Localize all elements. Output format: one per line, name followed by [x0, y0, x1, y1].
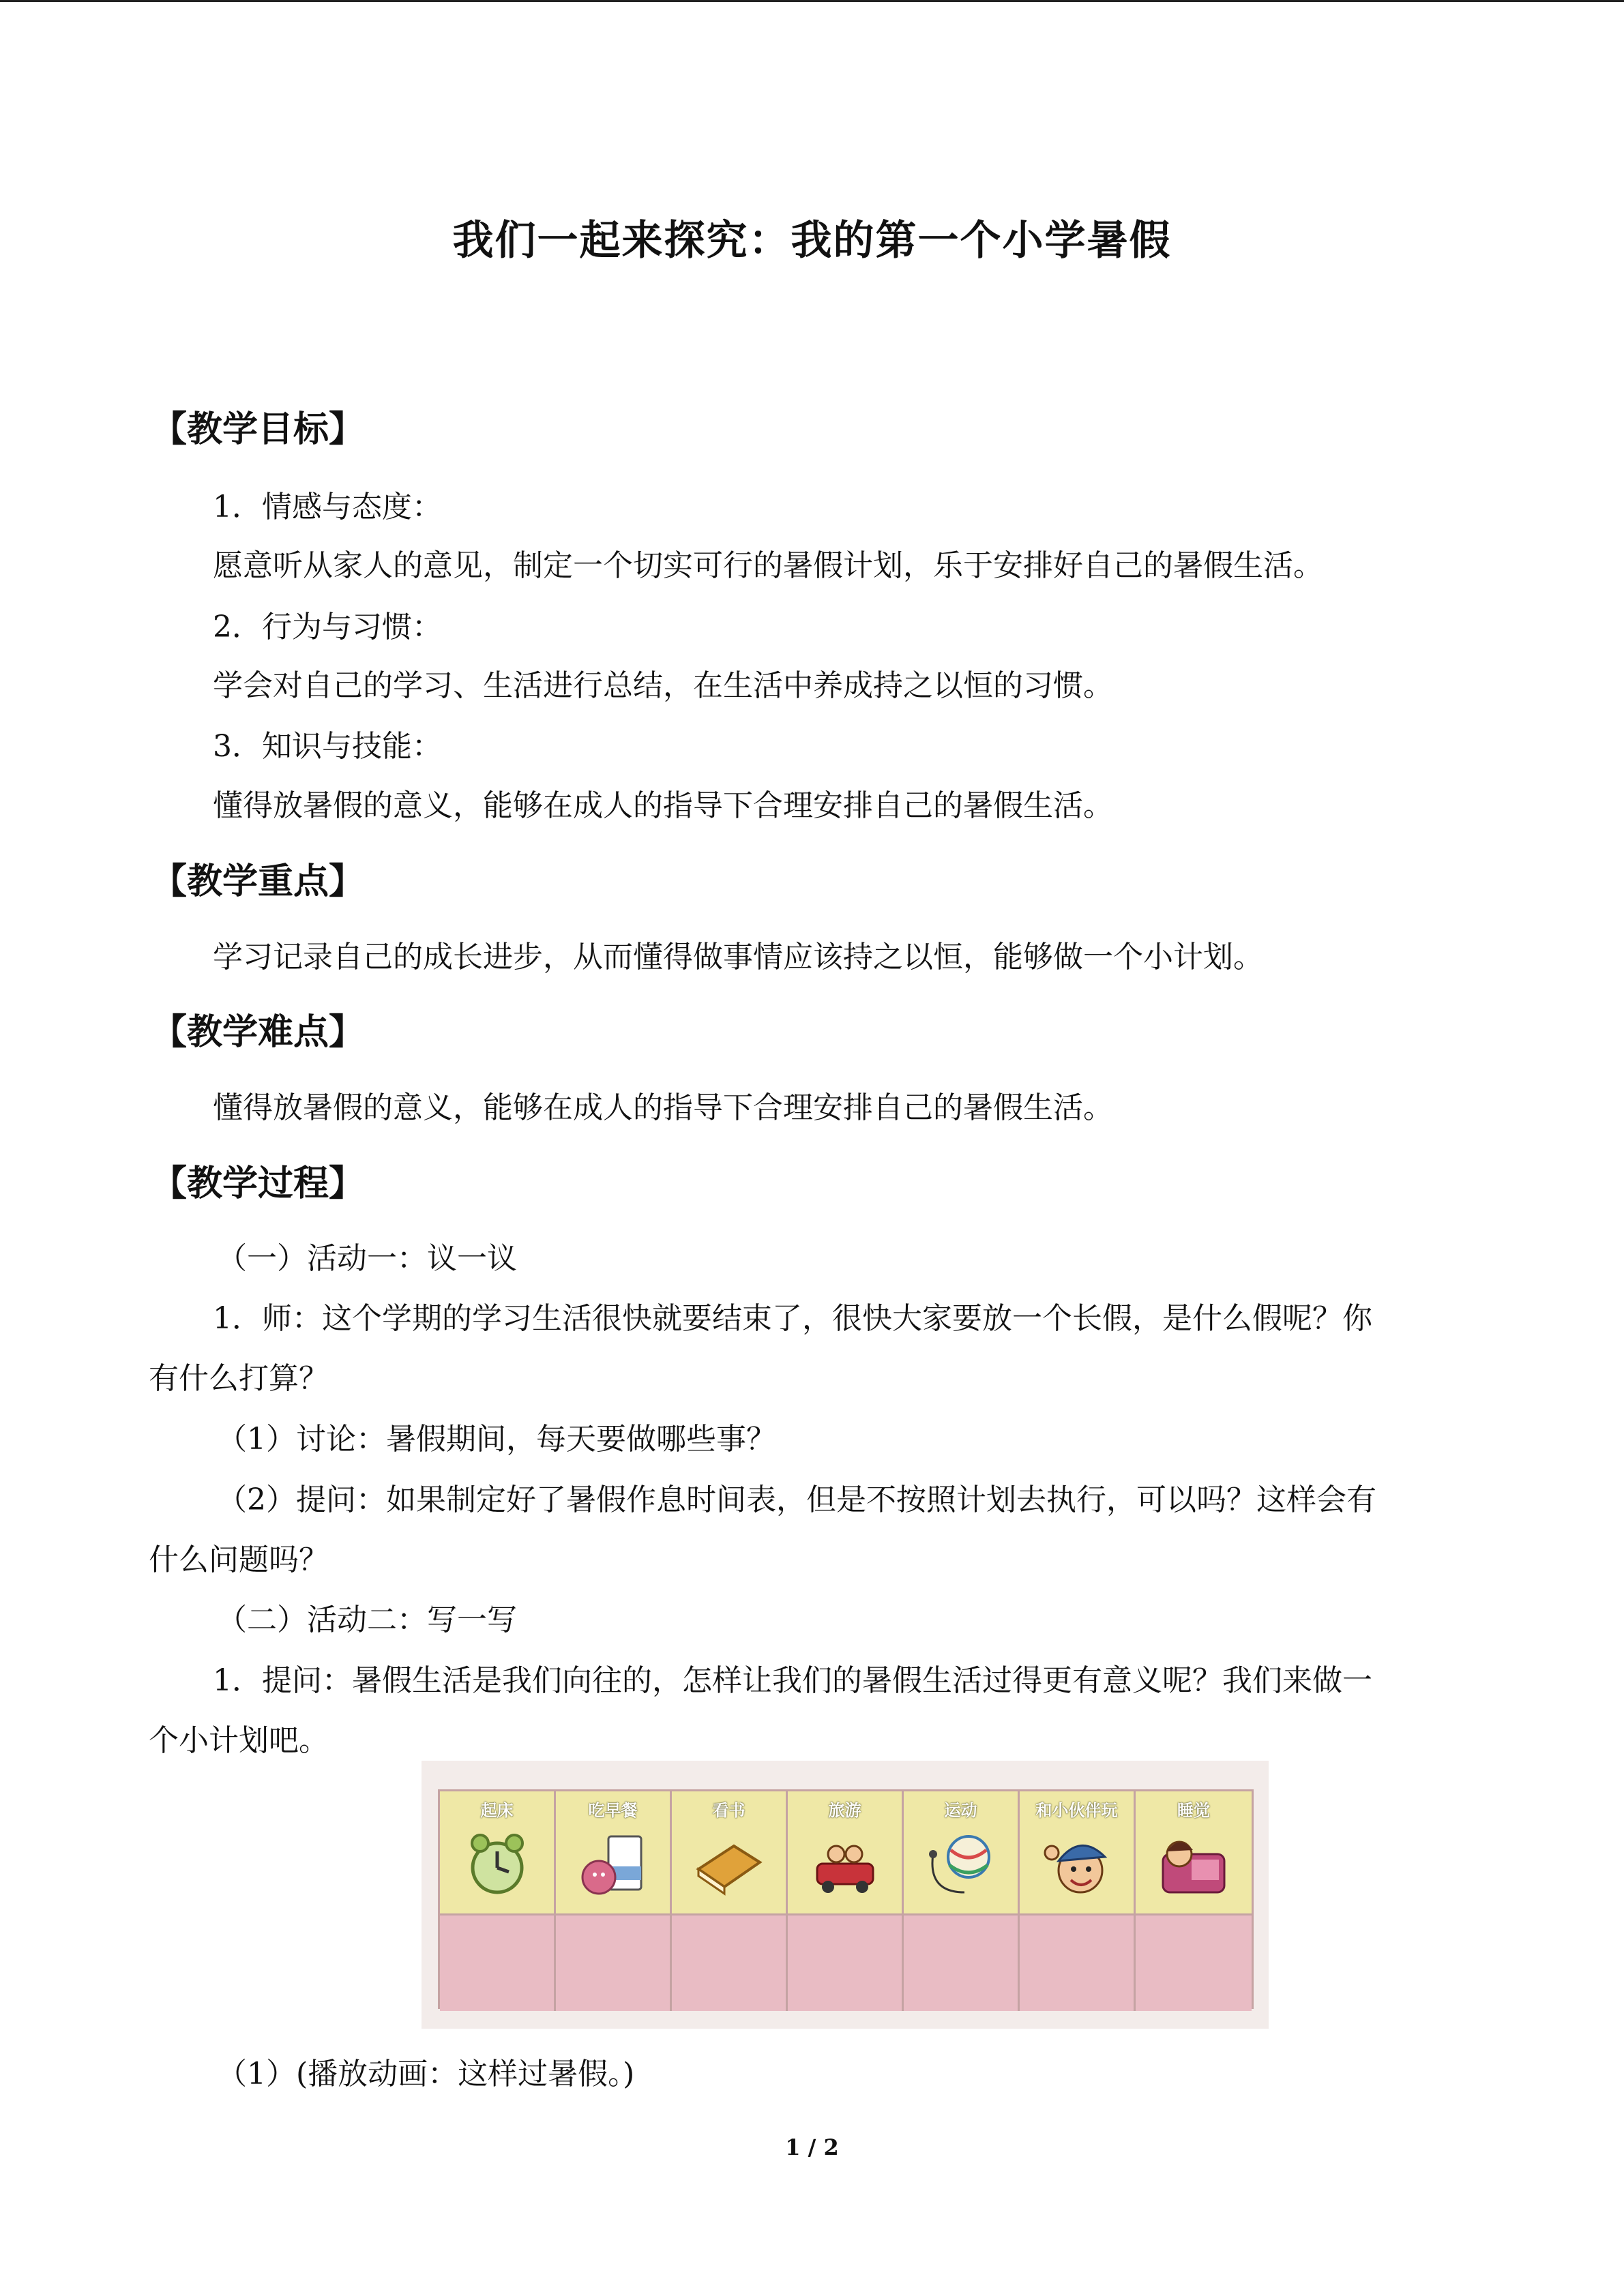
schedule-column-breakfast — [556, 1791, 672, 1915]
schedule-column-travel — [788, 1791, 904, 1915]
key-points-text: 学习记录自己的成长进步，从而懂得做事情应该持之以恒，能够做一个小计划。 — [213, 940, 1263, 974]
summer-schedule-image — [422, 1761, 1269, 2029]
column-label: 旅游 — [828, 1801, 861, 1820]
sleeping-girl-icon — [1156, 1827, 1231, 1902]
schedule-column-wake-up — [440, 1791, 556, 1915]
goal1-label: 1．情感与态度： — [213, 490, 442, 524]
heading-key-points: 【教学重点】 — [151, 861, 365, 902]
goal2-label: 2．行为与习惯： — [213, 610, 442, 644]
schedule-cell-empty — [672, 1915, 788, 2011]
question1: （1）讨论：暑假期间，每天要做哪些事？ — [217, 1422, 776, 1457]
difficulties-text: 懂得放暑假的意义，能够在成人的指导下合理安排自己的暑假生活。 — [213, 1090, 1113, 1125]
column-label: 起床 — [480, 1801, 514, 1820]
schedule-cell-empty — [904, 1915, 1020, 2011]
travel-car-icon — [808, 1827, 883, 1902]
schedule-cell-empty — [556, 1915, 672, 2011]
page-number: 1 / 2 — [785, 2134, 839, 2160]
column-label: 看书 — [712, 1801, 745, 1820]
schedule-column-reading — [672, 1791, 788, 1915]
column-label: 运动 — [944, 1801, 977, 1820]
schedule-column-exercise — [904, 1791, 1020, 1915]
paragraph2-line1: 1．提问：暑假生活是我们向往的，怎样让我们的暑假生活过得更有意义呢？我们来做一 — [213, 1663, 1372, 1698]
goal1-text: 愿意听从家人的意见，制定一个切实可行的暑假计划，乐于安排好自己的暑假生活。 — [213, 548, 1323, 583]
schedule-column-sleep — [1136, 1791, 1252, 1915]
goal3-text: 懂得放暑假的意义，能够在成人的指导下合理安排自己的暑假生活。 — [213, 788, 1113, 823]
column-label: 睡觉 — [1177, 1801, 1210, 1820]
heading-difficulties: 【教学难点】 — [151, 1011, 365, 1053]
schedule-cell-empty — [788, 1915, 904, 2011]
goal2-text: 学会对自己的学习、生活进行总结，在生活中养成持之以恒的习惯。 — [213, 668, 1113, 703]
jump-rope-ball-icon — [924, 1827, 999, 1902]
goal3-label: 3．知识与技能： — [213, 729, 442, 764]
activity1-title: （一）活动一：议一议 — [217, 1241, 517, 1276]
after-image-text: （1）(播放动画：这样过暑假。) — [217, 2057, 635, 2091]
schedule-column-play-with-friends — [1020, 1791, 1136, 1915]
column-label: 吃早餐 — [588, 1801, 638, 1820]
breakfast-milk-icon — [576, 1827, 651, 1902]
paragraph1-line2: 有什么打算？ — [149, 1361, 329, 1396]
heading-process: 【教学过程】 — [151, 1163, 365, 1204]
column-label: 和小伙伴玩 — [1035, 1801, 1118, 1820]
paragraph2-line2: 个小计划吧。 — [149, 1723, 329, 1758]
paragraph1-line1: 1．师：这个学期的学习生活很快就要结束了，很快大家要放一个长假，是什么假呢？你 — [213, 1301, 1372, 1336]
question2-line2: 什么问题吗？ — [149, 1542, 329, 1577]
schedule-cell-empty — [1020, 1915, 1136, 2011]
book-icon — [692, 1827, 767, 1902]
schedule-grid — [438, 1789, 1254, 2009]
page-title: 我们一起来探究：我的第一个小学暑假 — [452, 217, 1172, 265]
top-border — [0, 0, 1624, 2]
schedule-cell-empty — [1136, 1915, 1252, 2011]
heading-goals: 【教学目标】 — [151, 408, 365, 450]
waving-kid-icon — [1039, 1827, 1114, 1902]
alarm-clock-icon — [460, 1827, 535, 1902]
schedule-cell-empty — [440, 1915, 556, 2011]
activity2-title: （二）活动二：写一写 — [217, 1602, 517, 1637]
question2-line1: （2）提问：如果制定好了暑假作息时间表，但是不按照计划去执行，可以吗？这样会有 — [217, 1482, 1376, 1517]
